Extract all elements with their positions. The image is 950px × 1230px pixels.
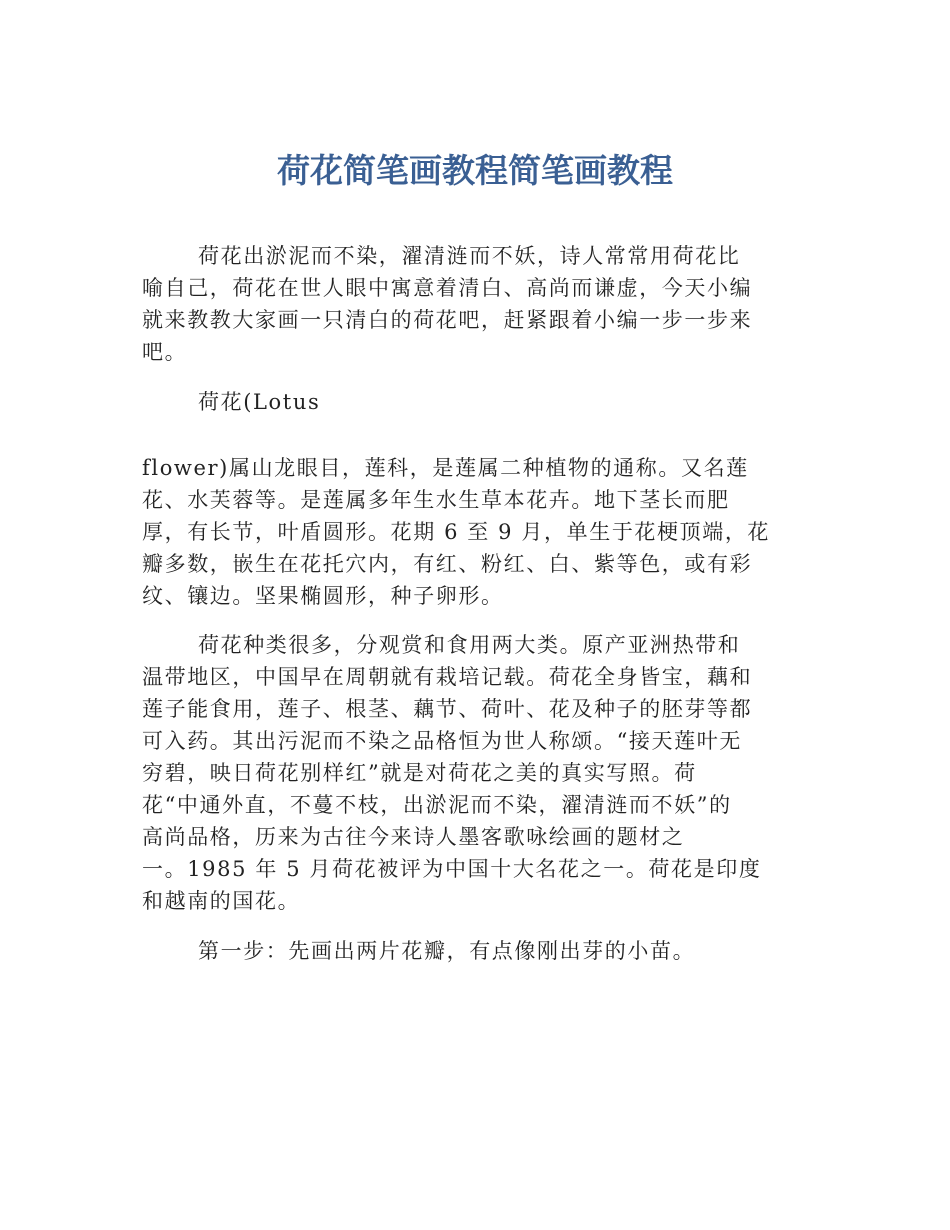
paragraph-line: 荷花种类很多，分观赏和食用两大类。原产亚洲热带和 [198, 633, 741, 657]
paragraph-line: 第一步：先画出两片花瓣，有点像刚出芽的小苗。 [198, 939, 696, 963]
paragraph-line: 厚，有长节，叶盾圆形。花期 6 至 9 月，单生于花梗顶端，花 [142, 520, 771, 544]
paragraph-lotus-types [142, 629, 810, 917]
paragraph-line: 吧。 [142, 340, 188, 364]
paragraph-line: 一。1985 年 5 月荷花被评为中国十大名花之一。荷花是印度 [142, 857, 762, 881]
paragraph-lotus-heading [142, 386, 810, 418]
paragraph-step-one [142, 935, 810, 967]
paragraph-line: flower)属山龙眼目，莲科，是莲属二种植物的通称。又名莲 [142, 456, 749, 480]
paragraph-line: 荷花出淤泥而不染，濯清涟而不妖，诗人常常用荷花比 [198, 244, 741, 268]
document-title: 荷花简笔画教程简笔画教程 [277, 151, 673, 190]
paragraph-intro [142, 240, 810, 368]
paragraph-line: 花“中通外直，不蔓不枝，出淤泥而不染，濯清涟而不妖”的 [142, 793, 732, 817]
paragraph-line: 喻自己，荷花在世人眼中寓意着清白、高尚而谦虚，今天小编 [142, 276, 753, 300]
paragraph-line: 穷碧，映日荷花别样红”就是对荷花之美的真实写照。荷 [142, 761, 697, 785]
paragraph-lotus-description [142, 452, 810, 612]
paragraph-line: 莲子能食用，莲子、根茎、藕节、荷叶、花及种子的胚芽等都 [142, 697, 753, 721]
paragraph-line: 瓣多数，嵌生在花托穴内，有红、粉红、白、紫等色，或有彩 [142, 552, 753, 576]
paragraph-line: 纹、镶边。坚果椭圆形，种子卵形。 [142, 584, 504, 608]
paragraph-line: 温带地区，中国早在周朝就有栽培记载。荷花全身皆宝，藕和 [142, 665, 753, 689]
paragraph-line: 和越南的国花。 [142, 889, 301, 913]
paragraph-line: 荷花(Lotus [198, 390, 321, 414]
paragraph-line: 花、水芙蓉等。是莲属多年生水生草本花卉。地下茎长而肥 [142, 488, 730, 512]
paragraph-line: 高尚品格，历来为古往今来诗人墨客歌咏绘画的题材之 [142, 825, 685, 849]
paragraph-line: 就来教教大家画一只清白的荷花吧，赶紧跟着小编一步一步来 [142, 308, 753, 332]
paragraph-line: 可入药。其出污泥而不染之品格恒为世人称颂。“接天莲叶无 [142, 729, 742, 753]
